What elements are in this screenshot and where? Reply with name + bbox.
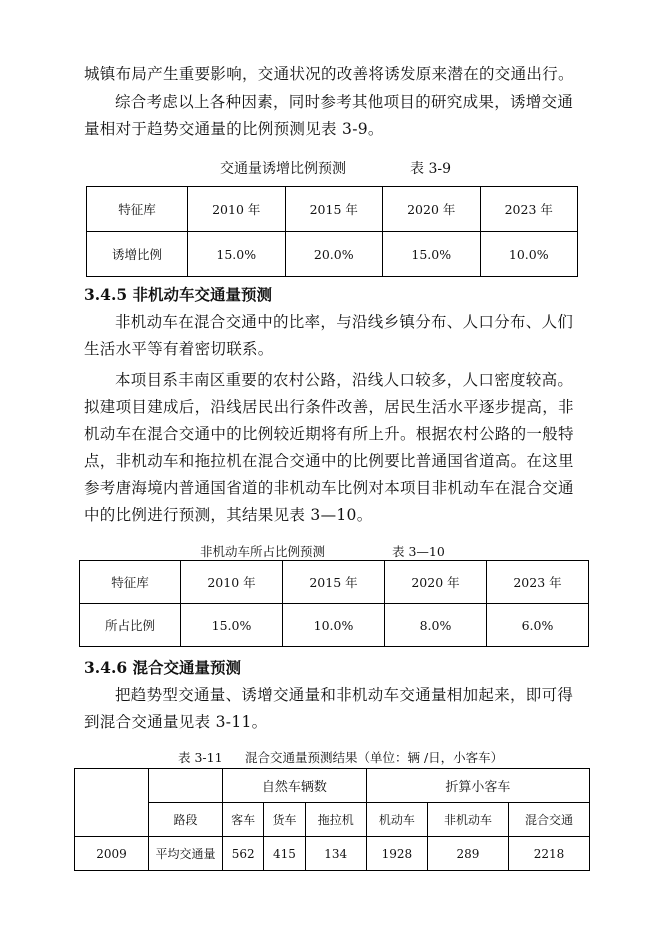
table-row bbox=[80, 604, 589, 647]
table-cell: 134 bbox=[305, 837, 366, 871]
paragraph-4 bbox=[84, 367, 584, 529]
table-cell: 拖拉机 bbox=[305, 803, 366, 837]
table-cell: 8.0% bbox=[385, 604, 487, 647]
table-cell: 特征库 bbox=[80, 561, 181, 604]
table-cell: 2020 年 bbox=[385, 561, 487, 604]
paragraph-3 bbox=[84, 309, 584, 363]
paragraph-line: 中的比例进行预测，其结果见表 3—10。 bbox=[84, 506, 373, 524]
table-cell: 1928 bbox=[366, 837, 427, 871]
paragraph-line: 城镇布局产生重要影响，交通状况的改善将诱发原来潜在的交通出行。 bbox=[84, 65, 574, 83]
table-cell: 2015 年 bbox=[285, 187, 383, 232]
table-cell: 路段 bbox=[149, 803, 223, 837]
table-group-natural: 自然车辆数 bbox=[223, 769, 367, 803]
table-row bbox=[87, 232, 578, 277]
table-header-row bbox=[87, 187, 578, 232]
table-cell: 2023 年 bbox=[487, 561, 589, 604]
table-row bbox=[75, 837, 590, 871]
table-cell: 289 bbox=[427, 837, 508, 871]
table-cell: 2009 bbox=[75, 837, 149, 871]
table-cell: 2010 年 bbox=[188, 187, 286, 232]
paragraph-line: 机动车在混合交通中的比例较近期将有所上升。根据农村公路的一般特 bbox=[84, 425, 574, 443]
section-heading-3-4-5: 3.4.5 非机动车交通量预测 bbox=[84, 285, 273, 304]
table-cell: 货车 bbox=[264, 803, 305, 837]
paragraph-line: 非机动车在混合交通中的比率，与沿线乡镇分布、人口分布、人们 bbox=[115, 313, 574, 331]
table-cell: 2218 bbox=[508, 837, 589, 871]
table-cell bbox=[75, 803, 149, 837]
paragraph-line: 量相对于趋势交通量的比例预测见表 3-9。 bbox=[84, 120, 384, 138]
table-3-9-caption-number: 表 3-9 bbox=[410, 161, 451, 177]
table-cell bbox=[75, 769, 149, 803]
table-cell: 2015 年 bbox=[283, 561, 385, 604]
paragraph-5 bbox=[84, 682, 584, 736]
table-group-converted: 折算小客车 bbox=[366, 769, 589, 803]
table-3-11-caption-title: 混合交通量预测结果（单位：辆 /日，小客车） bbox=[245, 750, 504, 765]
table-3-11-caption-number: 表 3-11 bbox=[178, 750, 223, 765]
table-cell: 特征库 bbox=[87, 187, 188, 232]
table-3-9-caption-title: 交通量诱增比例预测 bbox=[220, 161, 346, 177]
table-cell: 所占比例 bbox=[80, 604, 181, 647]
table-header-row bbox=[75, 803, 590, 837]
table-cell: 15.0% bbox=[188, 232, 286, 277]
table-cell: 机动车 bbox=[366, 803, 427, 837]
table-3-11 bbox=[74, 768, 590, 871]
table-cell: 562 bbox=[223, 837, 264, 871]
paragraph-1 bbox=[84, 61, 584, 88]
table-cell: 10.0% bbox=[283, 604, 385, 647]
table-header-row bbox=[80, 561, 589, 604]
section-heading-3-4-6: 3.4.6 混合交通量预测 bbox=[84, 658, 242, 677]
paragraph-line: 拟建项目建成后，沿线居民出行条件改善，居民生活水平逐步提高，非 bbox=[84, 398, 574, 416]
table-cell: 15.0% bbox=[383, 232, 481, 277]
paragraph-line: 本项目系丰南区重要的农村公路，沿线人口较多，人口密度较高。 bbox=[115, 371, 574, 389]
table-cell: 混合交通 bbox=[508, 803, 589, 837]
table-cell: 6.0% bbox=[487, 604, 589, 647]
table-cell: 2010 年 bbox=[181, 561, 283, 604]
table-cell: 2023 年 bbox=[480, 187, 578, 232]
table-cell: 非机动车 bbox=[427, 803, 508, 837]
table-cell bbox=[149, 769, 223, 803]
table-group-header-row bbox=[75, 769, 590, 803]
table-3-10-caption-title: 非机动车所占比例预测 bbox=[200, 544, 326, 559]
paragraph-line: 参考唐海境内普通国省道的非机动车比例对本项目非机动车在混合交通 bbox=[84, 479, 574, 497]
paragraph-line: 点，非机动车和拖拉机在混合交通中的比例要比普通国省道高。在这里 bbox=[84, 452, 574, 470]
table-cell: 诱增比例 bbox=[87, 232, 188, 277]
paragraph-line: 把趋势型交通量、诱增交通量和非机动车交通量相加起来，即可得 bbox=[115, 686, 574, 704]
table-cell: 客车 bbox=[223, 803, 264, 837]
paragraph-line: 综合考虑以上各种因素，同时参考其他项目的研究成果，诱增交通 bbox=[115, 93, 574, 111]
table-3-10-caption-number: 表 3—10 bbox=[392, 544, 445, 559]
table-cell: 10.0% bbox=[480, 232, 578, 277]
table-cell: 2020 年 bbox=[383, 187, 481, 232]
paragraph-line: 到混合交通量见表 3-11。 bbox=[84, 713, 268, 731]
table-cell: 415 bbox=[264, 837, 305, 871]
paragraph-2 bbox=[84, 89, 584, 143]
table-cell: 20.0% bbox=[285, 232, 383, 277]
table-3-9 bbox=[86, 186, 578, 277]
table-cell: 15.0% bbox=[181, 604, 283, 647]
table-cell: 平均交通量 bbox=[149, 837, 223, 871]
table-3-10 bbox=[79, 560, 589, 647]
paragraph-line: 生活水平等有着密切联系。 bbox=[84, 340, 274, 358]
